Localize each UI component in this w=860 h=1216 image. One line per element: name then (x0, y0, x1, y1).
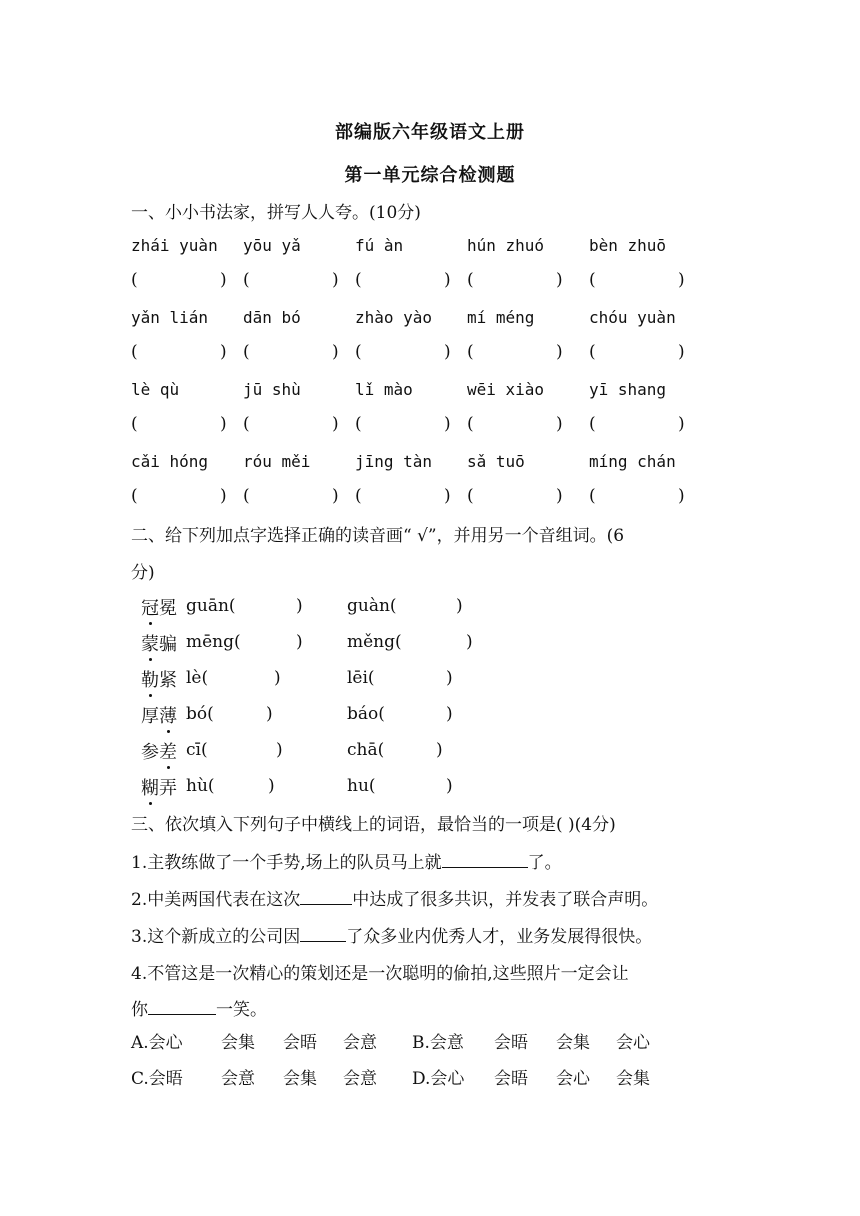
word-3-char2: 紧 (159, 670, 177, 691)
answer-open-4-2[interactable]: ( (243, 486, 250, 506)
pinyin-1-1: zhái yuàn (131, 236, 218, 255)
reading-b-close-3: ) (446, 668, 453, 688)
option-C-3: 会集 (283, 1069, 317, 1089)
word-6-char2: 弄 (159, 778, 177, 799)
answer-open-2-1[interactable]: ( (131, 342, 138, 362)
option-D-1[interactable]: D.会心 (412, 1069, 465, 1089)
word-1-char1: 冠 (141, 594, 159, 620)
sentence-2-start: 2.中美两国代表在这次 (131, 890, 301, 910)
answer-close-3-5: ) (678, 414, 685, 434)
answer-open-3-5[interactable]: ( (589, 414, 596, 434)
reading-b-2[interactable]: měng( (347, 632, 402, 652)
pinyin-1-5: bèn zhuō (589, 236, 667, 255)
option-B-4: 会心 (616, 1033, 650, 1053)
blank-3[interactable] (300, 927, 346, 942)
answer-close-4-1: ) (220, 486, 227, 506)
pinyin-2-4: mí méng (467, 308, 535, 327)
option-A-3: 会晤 (283, 1033, 317, 1053)
option-D-4: 会集 (616, 1069, 650, 1089)
reading-b-close-1: ) (456, 596, 463, 616)
reading-a-4[interactable]: bó( (186, 704, 214, 724)
answer-open-1-2[interactable]: ( (243, 270, 250, 290)
answer-open-3-2[interactable]: ( (243, 414, 250, 434)
answer-close-4-5: ) (678, 486, 685, 506)
blank-4[interactable] (148, 1000, 216, 1015)
sentence-3 (131, 922, 652, 947)
word-2 (141, 630, 177, 656)
sentence-2-end: 中达成了很多共识，并发表了联合声明。 (352, 890, 659, 910)
sentence-4-end: 一笑。 (216, 1000, 267, 1020)
reading-b-1[interactable]: guàn( (347, 596, 397, 616)
word-1 (141, 594, 177, 620)
reading-a-6[interactable]: hù( (186, 776, 215, 796)
section1-heading: 一、小小书法家，拼写人人夸。(10分) (131, 203, 421, 223)
word-3-char1: 勒 (141, 666, 159, 692)
section2-heading-line1: 二、给下列加点字选择正确的读音画“ √”，并用另一个音组词。(6 (131, 526, 625, 546)
page-subtitle: 第一单元综合检测题 (344, 165, 516, 186)
option-C-1[interactable]: C.会晤 (131, 1069, 183, 1089)
answer-close-1-4: ) (556, 270, 563, 290)
pinyin-1-4: hún zhuó (467, 236, 545, 255)
option-B-3: 会集 (556, 1033, 590, 1053)
reading-b-6[interactable]: hu( (347, 776, 376, 796)
sentence-4: 4.不管这是一次精心的策划还是一次聪明的偷拍,这些照片一定会让 (131, 964, 629, 984)
pinyin-3-1: lè qù (131, 380, 180, 399)
word-2-char1: 蒙 (141, 630, 159, 656)
answer-open-3-3[interactable]: ( (355, 414, 362, 434)
sentence-4-start: 你 (131, 1000, 148, 1020)
answer-open-1-1[interactable]: ( (131, 270, 138, 290)
option-D-3: 会心 (556, 1069, 590, 1089)
page-title: 部编版六年级语文上册 (335, 122, 525, 143)
option-A-4: 会意 (343, 1033, 377, 1053)
answer-open-2-4[interactable]: ( (467, 342, 474, 362)
reading-a-close-2: ) (296, 632, 303, 652)
answer-open-4-4[interactable]: ( (467, 486, 474, 506)
section2-heading-line2: 分) (131, 563, 155, 583)
reading-a-2[interactable]: mēng( (186, 632, 241, 652)
word-5-char2: 差 (159, 738, 177, 764)
answer-close-3-3: ) (444, 414, 451, 434)
reading-a-3[interactable]: lè( (186, 668, 209, 688)
reading-b-5[interactable]: chā( (347, 740, 385, 760)
word-1-char2: 冕 (159, 598, 177, 619)
answer-close-1-3: ) (444, 270, 451, 290)
blank-2[interactable] (300, 890, 352, 905)
answer-open-4-5[interactable]: ( (589, 486, 596, 506)
answer-close-3-1: ) (220, 414, 227, 434)
option-C-4: 会意 (343, 1069, 377, 1089)
pinyin-3-5: yī shang (589, 380, 667, 399)
pinyin-4-1: cǎi hóng (131, 452, 209, 471)
answer-open-2-3[interactable]: ( (355, 342, 362, 362)
answer-close-2-3: ) (444, 342, 451, 362)
word-5 (141, 738, 177, 764)
answer-open-1-4[interactable]: ( (467, 270, 474, 290)
answer-open-4-3[interactable]: ( (355, 486, 362, 506)
pinyin-3-4: wēi xiào (467, 380, 545, 399)
reading-a-close-4: ) (266, 704, 273, 724)
sentence-3-end: 了众多业内优秀人才，业务发展得很快。 (346, 927, 653, 947)
word-4-char2: 薄 (159, 702, 177, 728)
pinyin-4-2: róu měi (243, 452, 311, 471)
word-5-char1: 参 (141, 742, 159, 763)
pinyin-4-5: míng chán (589, 452, 676, 471)
reading-a-1[interactable]: guān( (186, 596, 236, 616)
answer-close-2-4: ) (556, 342, 563, 362)
pinyin-3-3: lǐ mào (355, 380, 413, 399)
answer-open-3-4[interactable]: ( (467, 414, 474, 434)
word-2-char2: 骗 (159, 634, 177, 655)
answer-open-2-5[interactable]: ( (589, 342, 596, 362)
answer-open-1-5[interactable]: ( (589, 270, 596, 290)
sentence-3-start: 3.这个新成立的公司因 (131, 927, 301, 947)
word-4-char1: 厚 (141, 706, 159, 727)
answer-close-4-4: ) (556, 486, 563, 506)
blank-1[interactable] (442, 853, 528, 868)
option-A-1[interactable]: A.会心 (131, 1033, 183, 1053)
answer-open-3-1[interactable]: ( (131, 414, 138, 434)
word-3 (141, 666, 177, 692)
reading-b-4[interactable]: báo( (347, 704, 385, 724)
answer-close-1-2: ) (332, 270, 339, 290)
answer-open-1-3[interactable]: ( (355, 270, 362, 290)
pinyin-2-1: yǎn lián (131, 308, 209, 327)
reading-a-close-5: ) (276, 740, 283, 760)
section3-heading: 三、依次填入下列句子中横线上的词语，最恰当的一项是( )(4分) (131, 815, 616, 835)
pinyin-4-3: jīng tàn (355, 452, 433, 471)
sentence-1 (131, 848, 562, 873)
word-6 (141, 774, 177, 800)
sentence-1-start: 1.主教练做了一个手势,场上的队员马上就 (131, 853, 442, 873)
pinyin-1-3: fú àn (355, 236, 404, 255)
option-C-2: 会意 (221, 1069, 255, 1089)
sentence-4-cont (131, 995, 267, 1020)
answer-close-1-5: ) (678, 270, 685, 290)
pinyin-1-2: yōu yǎ (243, 236, 301, 255)
answer-close-2-5: ) (678, 342, 685, 362)
reading-b-close-2: ) (466, 632, 473, 652)
reading-b-close-5: ) (436, 740, 443, 760)
pinyin-2-5: chóu yuàn (589, 308, 676, 327)
reading-b-close-6: ) (446, 776, 453, 796)
answer-close-1-1: ) (220, 270, 227, 290)
word-6-char1: 糊 (141, 774, 159, 800)
answer-close-2-2: ) (332, 342, 339, 362)
option-B-1[interactable]: B.会意 (412, 1033, 464, 1053)
pinyin-3-2: jū shù (243, 380, 301, 399)
answer-close-3-4: ) (556, 414, 563, 434)
sentence-1-end: 了。 (527, 853, 562, 873)
answer-open-4-1[interactable]: ( (131, 486, 138, 506)
option-D-2: 会晤 (494, 1069, 528, 1089)
pinyin-4-4: sǎ tuō (467, 452, 525, 471)
sentence-2 (131, 885, 658, 910)
option-A-2: 会集 (221, 1033, 255, 1053)
answer-close-4-3: ) (444, 486, 451, 506)
word-4 (141, 702, 177, 728)
reading-b-3[interactable]: lēi( (347, 668, 375, 688)
reading-a-close-3: ) (274, 668, 281, 688)
answer-close-3-2: ) (332, 414, 339, 434)
reading-a-close-6: ) (268, 776, 275, 796)
answer-open-2-2[interactable]: ( (243, 342, 250, 362)
answer-close-2-1: ) (220, 342, 227, 362)
pinyin-2-2: dān bó (243, 308, 301, 327)
pinyin-2-3: zhào yào (355, 308, 433, 327)
option-B-2: 会晤 (494, 1033, 528, 1053)
reading-a-close-1: ) (296, 596, 303, 616)
reading-b-close-4: ) (446, 704, 453, 724)
answer-close-4-2: ) (332, 486, 339, 506)
reading-a-5[interactable]: cī( (186, 740, 208, 760)
